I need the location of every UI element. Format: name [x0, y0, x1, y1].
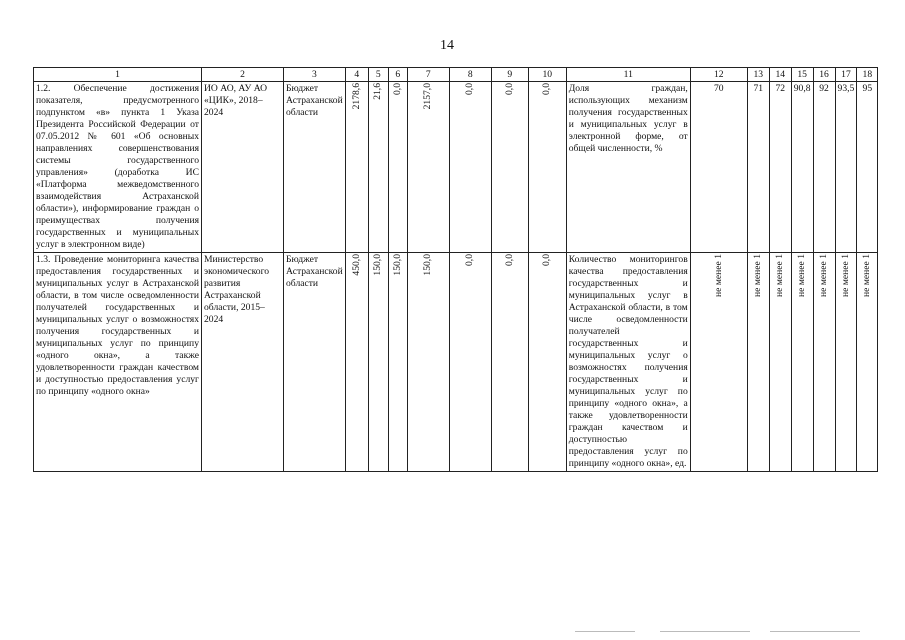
target-value-cell: 72	[769, 82, 791, 253]
amount-cell	[449, 252, 491, 471]
col-header: 8	[449, 68, 491, 82]
amount-cell	[345, 252, 368, 471]
col-header: 13	[747, 68, 769, 82]
executor-cell: Министерство экономического развития Астраханской области, 2015–2024	[202, 252, 284, 471]
amount-cell	[388, 252, 407, 471]
activity-cell: 1.3. Проведение мониторинга качества предоставления государственных и муниципальных услуг в Астраханской области, в том числе осведомленности получателей государственных и муниципальных услуг о возможностях получения государственных и муниципальных услуг по принципу «одного окна», а также удовлетворенности граждан качеством и доступностью предоставления услуг по принципу «одного окна»	[34, 252, 202, 471]
table-row	[34, 82, 878, 253]
amount-value: 2157,0	[422, 83, 434, 110]
target-value-cell	[857, 252, 878, 471]
executor-cell: ИО АО, АУ АО «ЦИК», 2018–2024	[202, 82, 284, 253]
target-value: не менее 1	[774, 253, 786, 297]
target-value-cell	[747, 252, 769, 471]
amount-value: 450,0	[350, 253, 362, 276]
col-header: 9	[491, 68, 528, 82]
target-value: не менее 1	[712, 253, 724, 297]
amount-value: 150,0	[422, 253, 434, 276]
target-value-cell: 71	[747, 82, 769, 253]
amount-value: 2178,6	[350, 83, 362, 110]
col-header: 7	[407, 68, 449, 82]
amount-value: 0,0	[464, 253, 476, 266]
indicator-cell: Количество мониторингов качества предоставления государственных и муниципальных услуг в Астраханской области, в том числе осведомленности получателей государственных и муниципальных услуг о возможностях получения государственных и муниципальных услуг по принципу «одного окна», а также удовлетворенности граждан качеством и доступностью предоставления услуг по принципу «одного окна», ед.	[566, 252, 690, 471]
amount-value: 0,0	[503, 253, 515, 266]
col-header: 2	[202, 68, 284, 82]
col-header: 3	[284, 68, 346, 82]
amount-value: 21,6	[372, 83, 384, 100]
indicator-cell: Доля граждан, использующих механизм получения государственных и муниципальных услуг в электронной форме, от общей численности, %	[566, 82, 690, 253]
page-number: 14	[440, 38, 454, 53]
col-header: 11	[566, 68, 690, 82]
col-header: 14	[769, 68, 791, 82]
target-value-cell: 95	[857, 82, 878, 253]
target-value-cell	[791, 252, 813, 471]
col-header: 12	[690, 68, 747, 82]
activity-cell: 1.2. Обеспечение достижения показателя, предусмотренного подпунктом «в» пункта 1 Указа Президента Российской Федерации от 07.05.2012 № 601 «Об основных направлениях совершенствования системы государственного управления» (доработка ИС «Платформа межведомственного взаимодействия Астраханской области»), информирование граждан о преимуществах получения государственных и муниципальных услуг в электронном виде)	[34, 82, 202, 253]
funding-source-cell: Бюджет Астраханской области	[284, 252, 346, 471]
amount-cell	[368, 252, 388, 471]
amount-cell	[491, 82, 528, 253]
program-table	[33, 67, 878, 472]
target-value-cell	[769, 252, 791, 471]
amount-value: 0,0	[541, 83, 553, 95]
funding-source-cell: Бюджет Астраханской области	[284, 82, 346, 253]
table-row	[34, 252, 878, 471]
amount-value: 0,0	[541, 253, 553, 266]
col-header: 4	[345, 68, 368, 82]
amount-value: 0,0	[503, 83, 515, 95]
amount-cell	[528, 252, 566, 471]
target-value: не менее 1	[861, 253, 873, 297]
col-header: 16	[813, 68, 835, 82]
col-header: 1	[34, 68, 202, 82]
header-row	[34, 68, 878, 82]
amount-cell	[528, 82, 566, 253]
amount-value: 0,0	[391, 83, 403, 95]
amount-cell	[388, 82, 407, 253]
target-value-cell: 90,8	[791, 82, 813, 253]
target-value-cell	[690, 252, 747, 471]
amount-cell	[368, 82, 388, 253]
scan-artifact	[770, 631, 860, 632]
target-value-cell: 92	[813, 82, 835, 253]
col-header: 18	[857, 68, 878, 82]
amount-value: 150,0	[391, 253, 403, 276]
target-value: не менее 1	[752, 253, 764, 297]
amount-value: 150,0	[372, 253, 384, 276]
amount-cell	[407, 82, 449, 253]
col-header: 5	[368, 68, 388, 82]
target-value: не менее 1	[839, 253, 851, 297]
amount-cell	[407, 252, 449, 471]
target-value-cell	[813, 252, 835, 471]
col-header: 15	[791, 68, 813, 82]
target-value-cell: 93,5	[835, 82, 857, 253]
amount-cell	[491, 252, 528, 471]
target-value-cell	[835, 252, 857, 471]
col-header: 6	[388, 68, 407, 82]
scan-artifact	[660, 631, 750, 632]
amount-cell	[345, 82, 368, 253]
target-value: не менее 1	[818, 253, 830, 297]
target-value: не менее 1	[796, 253, 808, 297]
amount-cell	[449, 82, 491, 253]
col-header: 17	[835, 68, 857, 82]
scan-artifact	[575, 631, 635, 632]
col-header: 10	[528, 68, 566, 82]
amount-value: 0,0	[464, 83, 476, 95]
target-value-cell: 70	[690, 82, 747, 253]
